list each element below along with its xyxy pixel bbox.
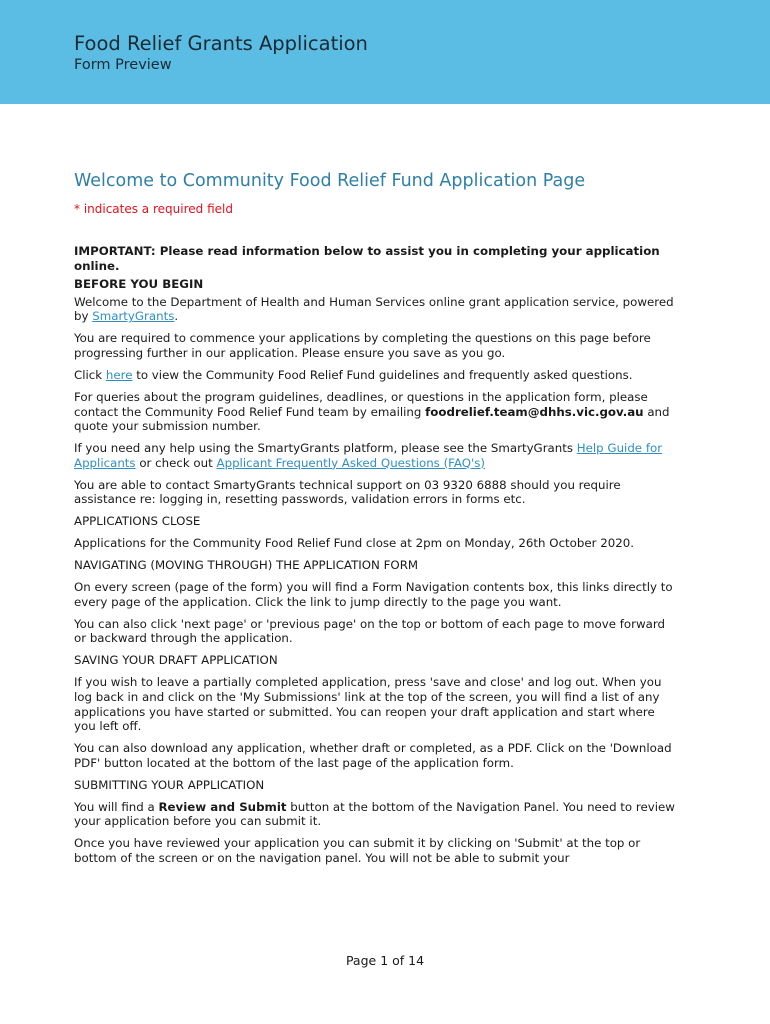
applications-close-heading: APPLICATIONS CLOSE	[74, 514, 201, 529]
paragraph-welcome: Welcome to the Department of Health and Human Services online grant application service, powered by SmartyGrants.	[74, 294, 674, 324]
paragraph-help: If you need any help using the SmartyGrants platform, please see the SmartyGrants Help Guide for Applicants or check out Applicant Frequently Asked Questions (FAQ's)	[74, 441, 663, 470]
faq-link[interactable]: Applicant Frequently Asked Questions (FAQ's)	[216, 455, 486, 470]
header-banner	[0, 0, 770, 104]
paragraph-save-close: If you wish to leave a partially completed application, press 'save and close' and log out. When you log back in and click on the 'My Submissions' link at the top of the screen, you will find a list of any applications you have started or submitted. You can reopen your draft application and start where you left off.	[74, 675, 662, 734]
page-heading: Welcome to Community Food Relief Fund Application Page	[74, 171, 586, 191]
paragraph-guidelines: Click here to view the Community Food Relief Fund guidelines and frequently asked questions.	[74, 367, 633, 382]
app-title: Food Relief Grants Application	[74, 32, 368, 55]
paragraph-queries: For queries about the program guidelines, deadlines, or questions in the application form, please contact the Community Food Relief Fund team by emailing foodrelief.team@dhhs.vic.gov.au and quote your submission number.	[74, 389, 670, 434]
navigating-heading: NAVIGATING (MOVING THROUGH) THE APPLICATION FORM	[74, 558, 419, 573]
paragraph-navigation: On every screen (page of the form) you will find a Form Navigation contents box, this links directly to every page of the application. Click the link to jump directly to the page you want.	[74, 580, 673, 609]
help-guide-link[interactable]: Help Guide for Applicants	[74, 441, 663, 470]
important-notice: IMPORTANT: Please read information below to assist you in completing your application online.	[74, 244, 660, 273]
required-field-note: * indicates a required field	[74, 202, 233, 216]
guidelines-here-link[interactable]: here	[105, 367, 133, 382]
submitting-heading: SUBMITTING YOUR APPLICATION	[74, 777, 265, 792]
contact-email: foodrelief.team@dhhs.vic.gov.au	[425, 404, 644, 419]
page-number: Page 1 of 14	[345, 953, 425, 968]
smartygrants-link[interactable]: SmartyGrants	[92, 309, 175, 324]
paragraph-close-date: Applications for the Community Food Relief Fund close at 2pm on Monday, 26th October 2020.	[74, 536, 635, 551]
paragraph-submit-instructions: Once you have reviewed your application you can submit it by clicking on 'Submit' at the top or bottom of the screen or on the navigation panel. You will not be able to submit your	[74, 836, 641, 865]
paragraph-next-previous: You can also click 'next page' or 'previous page' on the top or bottom of each page to move forward or backward through the application.	[74, 616, 665, 646]
paragraph-download-pdf: You can also download any application, whether draft or completed, as a PDF. Click on the 'Download PDF' button located at the bottom of the last page of the application form.	[74, 741, 672, 770]
paragraph-review-submit: You will find a Review and Submit button at the bottom of the Navigation Panel. You need to review your application before you can submit it.	[74, 799, 675, 829]
paragraph-tech-support: You are able to contact SmartyGrants technical support on 03 9320 6888 should you require assistance re: logging in, resetting passwords, validation errors in forms etc.	[74, 477, 621, 507]
app-subtitle: Form Preview	[74, 57, 172, 73]
before-you-begin-heading: BEFORE YOU BEGIN	[74, 276, 204, 291]
saving-draft-heading: SAVING YOUR DRAFT APPLICATION	[74, 653, 278, 668]
main-content	[74, 244, 680, 873]
paragraph-commence: You are required to commence your applications by completing the questions on this page before progressing further in our application. Please ensure you save as you go.	[74, 331, 651, 360]
